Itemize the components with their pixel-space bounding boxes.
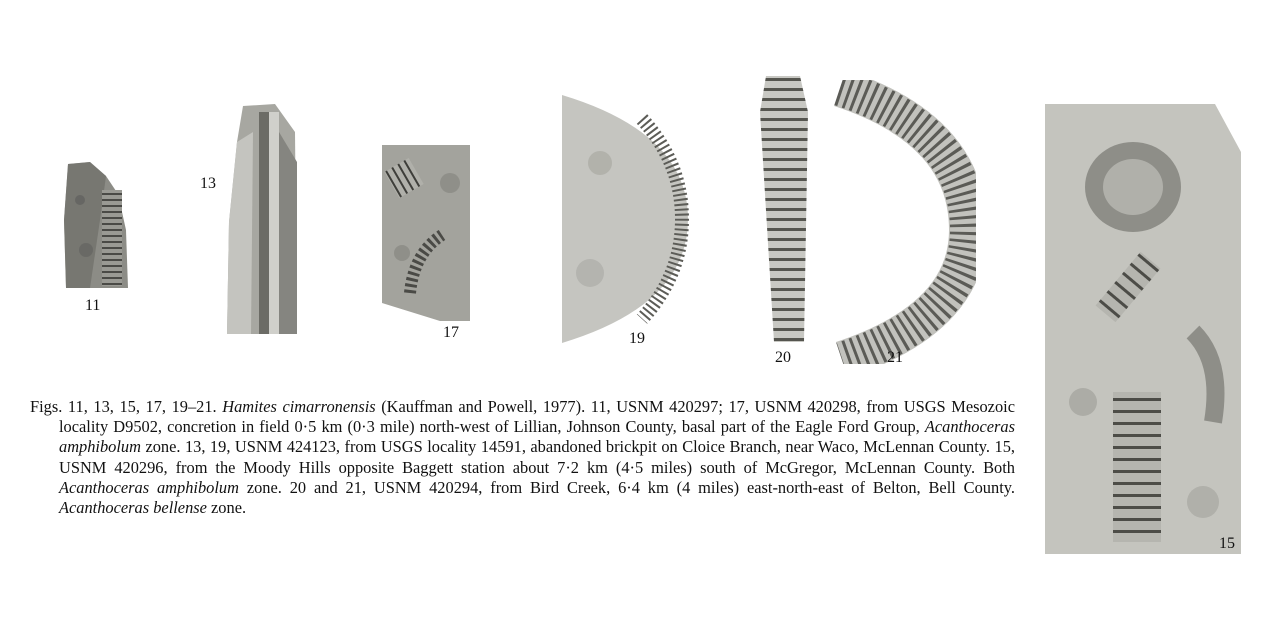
figure-label-20: 20 [775,349,791,366]
specimen-21-image [828,80,976,364]
specimen-19-image [560,93,690,345]
specimen-15-image [1043,102,1243,554]
specimen-17-image [380,143,472,323]
figure-label-11: 11 [85,297,101,314]
specimen-11-image [60,160,132,292]
specimen-20-image [756,72,812,348]
figure-label-13: 13 [200,175,216,192]
figure-label-19: 19 [629,330,645,347]
figure-caption: Figs. 11, 13, 15, 17, 19–21. Hamites cimarronensis (Kauffman and Powell, 1977). 11, USNM 420297; 17, USNM 420298, from USGS Mesozoic locality D9502, concretion in field 0·5 km (0·3 mile) north-west of Lillian, Johnson County, basal part of the Eagle Ford Group, Acanthoceras amphibolum zone. 13, 19, USNM 424123, from USGS locality 14591, abandoned brickpit on Cloice Branch, near Waco, McLennan County. 15, USNM 420296, from the Moody Hills opposite Baggett station about 7·2 km (4·5 miles) south of McGregor, McLennan County. Both Acanthoceras amphibolum zone. 20 and 21, USNM 420294, from Bird Creek, 6·4 km (4 miles) east-north-east of Belton, Bell County. Acanthoceras bellense zone. [30,397,1015,518]
figure-label-17: 17 [443,324,459,341]
specimen-13-image [223,102,299,338]
figure-label-15: 15 [1219,535,1235,552]
figure-label-21: 21 [887,349,903,366]
